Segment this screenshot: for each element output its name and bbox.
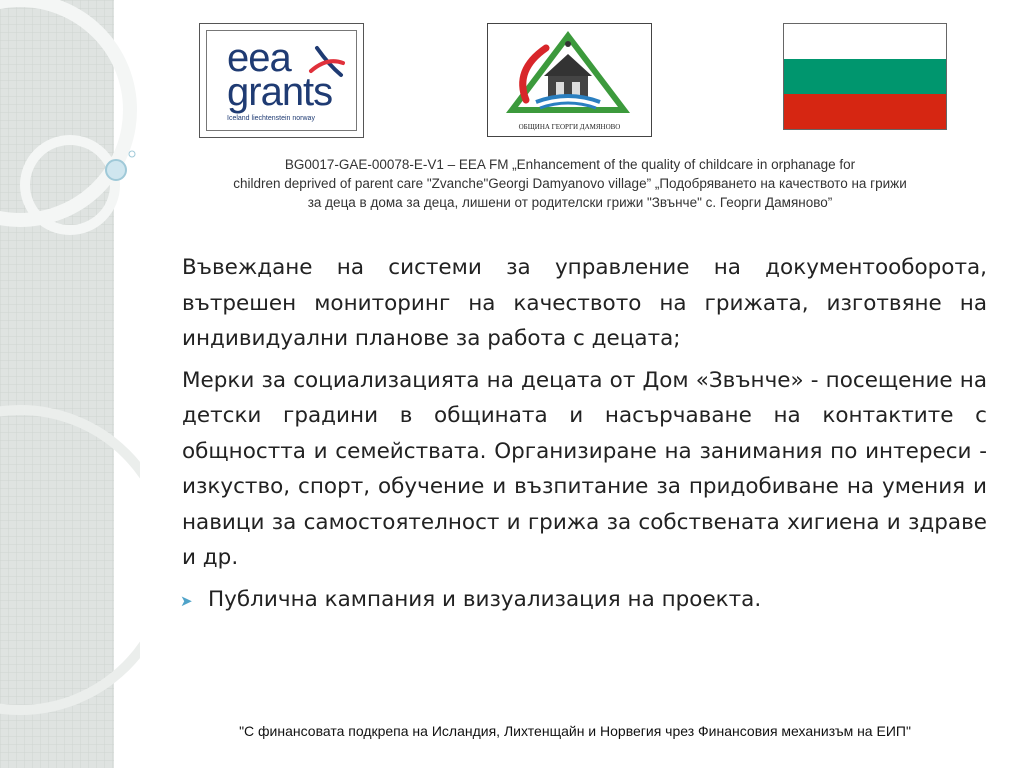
arrow-bullet-icon: ➤ bbox=[180, 591, 193, 610]
bulgarian-flag bbox=[783, 23, 947, 130]
municipality-emblem-icon bbox=[506, 30, 631, 122]
header-line-3: за деца в дома за деца, лишени от родителски грижи "Звънче" с. Георги Дамяново” bbox=[307, 195, 833, 210]
main-content bbox=[182, 250, 987, 619]
eea-wordmark-line2: grants bbox=[227, 70, 333, 114]
municipality-caption: ОБЩИНА ГЕОРГИ ДАМЯНОВО bbox=[518, 123, 621, 131]
eea-wordmark-line1: eea bbox=[227, 36, 291, 80]
flag-stripe-green bbox=[784, 59, 946, 94]
decorative-left-band bbox=[0, 0, 114, 768]
content-paragraph-1: Въвеждане на системи за управление на документооборота, вътрешен мониторинг на качеството на грижата, изготвяне на индивидуални планове за работа с децата; bbox=[182, 255, 987, 351]
header-line-1: BG0017-GAE-00078-E-V1 – EEA FM „Enhancement of the quality of childcare in orphanage for bbox=[284, 157, 856, 172]
flag-stripe-red bbox=[784, 94, 946, 129]
eea-countries-label: Iceland liechtenstein norway bbox=[227, 115, 315, 122]
eea-swirl-icon bbox=[307, 43, 347, 85]
funding-footer: "С финансовата подкрепа на Исландия, Лихтенщайн и Норвегия чрез Финансовия механизъм на ЕИП" bbox=[239, 723, 911, 739]
municipality-logo bbox=[487, 23, 652, 137]
eea-grants-logo bbox=[199, 23, 364, 138]
decorative-circles bbox=[0, 0, 140, 768]
bullet-item bbox=[180, 582, 987, 619]
content-paragraph-2: Мерки за социализацията на децата от Дом «Звънче» - посещение на детски градини в общината и насърчаване на контактите с общността и семействата. Организиране на занимания по интереси - изкуство, спорт, обучение и възпитание за придобиване на умения и навици за самостоятелност и грижа за собствената хигиена и здраве и др. bbox=[182, 367, 987, 570]
flag-stripe-white bbox=[784, 24, 946, 59]
bullet-item-text: Публична кампания и визуализация на проекта. bbox=[208, 586, 762, 612]
header-line-2: children deprived of parent care "Zvanche"Georgi Damyanovo village” „Подобряването на качеството на грижи bbox=[233, 176, 907, 191]
project-header bbox=[150, 155, 990, 212]
